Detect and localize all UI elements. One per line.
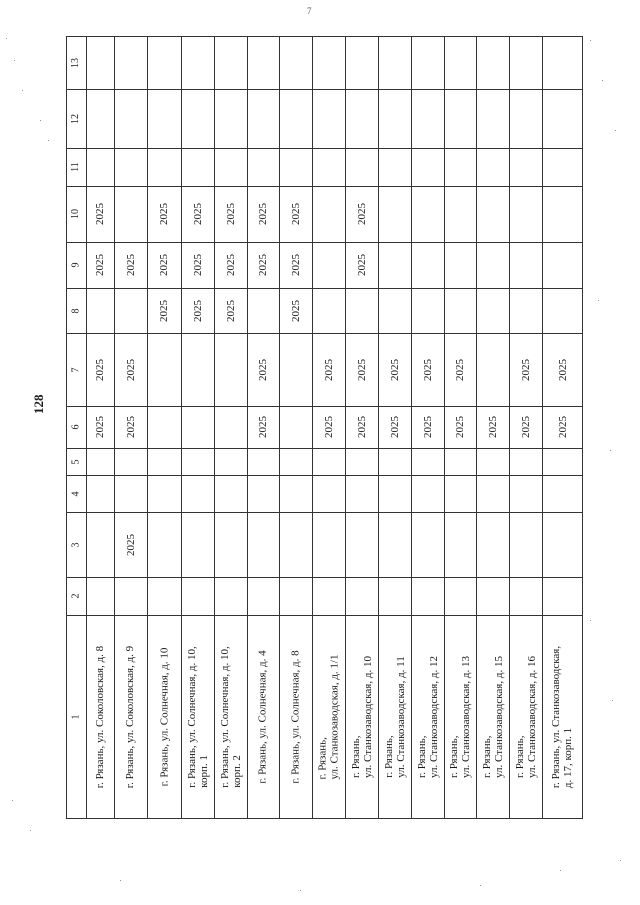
table-rule [66,186,583,187]
year-cell-text: 2025 [486,416,499,438]
year-cell [147,242,181,288]
header-cell-10 [66,186,86,242]
header-cell-10-text: 10 [70,209,81,219]
address-cell-text [350,656,374,778]
year-cell [181,242,214,288]
year-cell [147,186,181,242]
header-cell-4-text: 4 [70,491,81,496]
scan-noise [22,90,23,91]
year-cell [312,406,345,448]
scan-noise [610,450,611,451]
year-cell [542,406,583,448]
line: корп. 2 [230,755,243,788]
line: г. Рязань, [513,735,526,778]
line: г. Рязань, [349,735,362,778]
year-cell [444,333,476,406]
scan-noise [590,620,591,621]
address-cell [312,615,345,819]
year-cell-text: 2025 [94,203,106,225]
year-cell [86,242,114,288]
year-cell-text: 2025 [355,254,368,276]
line: ул. Станкозаводская, д. 11 [394,656,407,778]
year-cell-text: 2025 [158,299,170,322]
year-cell-text: 2025 [388,358,401,381]
year-cell-text: 2025 [124,358,137,381]
address-cell [542,615,583,819]
year-cell-text: 2025 [289,299,302,322]
year-cell-text: 2025 [519,358,532,381]
year-cell [279,186,312,242]
year-cell [509,333,542,406]
table-rule [66,577,583,578]
line: г. Рязань, [448,735,461,778]
scan-noise [480,885,481,886]
line: ул. Станкозаводская, д. 16 [525,656,538,778]
year-cell-text: 2025 [224,299,237,322]
year-cell-text: 2025 [289,203,302,225]
header-cell-9 [66,242,86,288]
scan-noise [620,860,621,861]
year-cell [214,242,247,288]
header-cell-12-text: 12 [70,113,81,124]
year-cell-text: 2025 [519,416,532,438]
year-cell [312,333,345,406]
header-cell-3-text: 3 [70,542,81,547]
year-cell [147,288,181,333]
page-mark: 7 [307,6,312,16]
address-cell [509,615,542,819]
address-cell [444,615,476,819]
line: г. Рязань, [382,735,395,778]
year-cell [378,333,411,406]
address-cell-text [481,656,505,778]
header-cell-2-text: 2 [70,593,81,599]
address-cell-text [416,656,440,778]
year-cell [542,333,583,406]
year-cell [345,186,378,242]
scan-noise [48,140,49,141]
scan-noise [12,800,13,801]
header-cell-7 [66,333,86,406]
table-rule [66,475,583,476]
scan-noise [560,870,561,871]
address-cell-text [257,650,269,783]
header-cell-13 [66,36,86,89]
year-cell [86,186,114,242]
scan-noise [598,300,599,301]
address-cell-text [514,656,538,778]
year-cell-text: 2025 [224,203,237,225]
year-cell [114,242,147,288]
table-rule [66,448,583,449]
address-cell [214,615,247,819]
line: ул. Станкозаводская, д. 12 [427,656,440,778]
line: г. Рязань, ул. Солнечная, д. 10 [158,647,170,787]
address-cell [345,615,378,819]
header-cell-5-text: 5 [70,459,81,464]
year-cell [444,406,476,448]
year-cell-text: 2025 [454,416,466,438]
header-cell-6-text: 6 [70,424,81,430]
year-cell [114,406,147,448]
year-cell-text: 2025 [191,203,204,225]
year-cell-text: 2025 [158,254,170,276]
year-cell-text: 2025 [191,254,204,276]
address-cell [279,615,312,819]
header-cell-6 [66,406,86,448]
year-cell-text: 2025 [322,416,335,438]
line: ул. Станкозаводская, д. 15 [492,656,505,778]
year-cell-text: 2025 [94,358,106,381]
table-rule [66,288,583,289]
year-cell [345,333,378,406]
year-cell [247,406,279,448]
line: г. Рязань, [415,735,428,778]
header-cell-13-text: 13 [70,57,81,68]
year-cell-text: 2025 [124,533,137,556]
schedule-table [66,36,583,819]
year-cell-text: 2025 [257,358,269,381]
scan-noise [612,700,613,701]
year-cell-text: 2025 [257,254,269,276]
line: г. Рязань, [316,737,329,780]
header-cell-11 [66,148,86,186]
year-cell [411,406,444,448]
address-cell-text [219,646,243,788]
scan-noise [30,830,31,831]
year-cell [181,186,214,242]
line: г. Рязань, ул. Солнечная, д. 8 [289,650,302,784]
address-cell [86,615,114,819]
year-cell-text: 2025 [94,254,106,276]
header-cell-1 [66,615,86,819]
year-cell-text: 2025 [224,254,237,276]
header-cell-9-text: 9 [70,262,81,268]
address-cell-text [448,656,472,778]
year-cell [114,333,147,406]
year-cell-text: 2025 [94,416,106,438]
year-cell-text: 2025 [454,358,466,381]
year-cell [247,242,279,288]
year-cell [181,288,214,333]
scan-noise [40,120,41,121]
line: г. Рязань, ул. Станкозаводская, [550,645,563,789]
header-cell-5 [66,448,86,475]
year-cell [279,288,312,333]
year-cell [86,406,114,448]
header-cell-4 [66,475,86,512]
scan-noise [602,80,603,81]
year-cell-text: 2025 [388,416,401,438]
address-cell [114,615,147,819]
line: корп. 1 [197,755,210,788]
line: ул. Станкозаводская, д. 10 [361,656,374,778]
year-cell [214,288,247,333]
address-cell [411,615,444,819]
year-cell-text: 2025 [421,416,434,438]
year-cell-text: 2025 [257,416,269,438]
year-cell [345,242,378,288]
line: г. Рязань, ул. Соколовская, д. 8 [94,645,106,789]
year-cell-text: 2025 [355,203,368,225]
year-cell-text: 2025 [257,203,269,225]
scan-noise [300,890,301,891]
address-cell-text [383,656,407,778]
scan-noise [590,40,591,41]
table-rule [66,36,583,37]
year-cell [279,242,312,288]
year-cell-text: 2025 [355,416,368,438]
year-cell [247,186,279,242]
year-cell [114,512,147,577]
address-cell-text [317,655,341,780]
header-cell-3 [66,512,86,577]
address-cell [476,615,509,819]
line: г. Рязань, ул. Солнечная, д. 10, [218,646,231,788]
address-cell-text [186,646,210,788]
year-cell-text: 2025 [158,203,170,225]
address-cell [378,615,411,819]
line: г. Рязань, ул. Соколовская, д. 9 [124,645,137,789]
address-cell-text [94,646,106,788]
header-cell-8-text: 8 [70,308,81,313]
address-cell [181,615,214,819]
year-cell-text: 2025 [322,358,335,381]
year-cell-text: 2025 [556,358,569,381]
year-cell [509,406,542,448]
address-cell [147,615,181,819]
line: г. Рязань, ул. Солнечная, д. 4 [257,650,269,784]
year-cell [214,186,247,242]
address-cell-text [158,648,170,787]
line: г. Рязань, ул. Солнечная, д. 10, [185,646,198,788]
year-cell-text: 2025 [421,358,434,381]
year-cell [411,333,444,406]
line: ул. Станкозаводская, д. 1/1 [328,654,341,780]
year-cell [247,333,279,406]
scan-noise [6,38,7,39]
address-cell-text [551,646,575,788]
year-cell [86,333,114,406]
header-cell-2 [66,577,86,615]
scan-noise [120,880,121,881]
year-cell [476,406,509,448]
table-rule [66,89,583,90]
address-cell-text [290,650,302,783]
header-cell-11-text: 11 [69,162,81,172]
year-cell-text: 2025 [355,358,368,381]
line: д. 17, корп. 1 [562,727,575,789]
year-cell-text: 2025 [191,299,204,322]
page-number: 128 [31,394,46,414]
header-cell-8 [66,288,86,333]
address-cell-text [125,646,137,788]
header-cell-12 [66,89,86,148]
year-cell-text: 2025 [124,254,137,276]
table-rule [66,148,583,149]
year-cell-text: 2025 [124,416,137,438]
year-cell [345,406,378,448]
scan-noise [615,130,616,131]
scan-noise [14,60,15,61]
header-cell-7-text: 7 [70,367,81,372]
year-cell-text: 2025 [556,416,569,438]
year-cell [378,406,411,448]
address-cell [247,615,279,819]
line: г. Рязань, [480,735,493,778]
year-cell-text: 2025 [289,254,302,276]
line: ул. Станкозаводская, д. 13 [460,656,473,778]
header-cell-1-text: 1 [70,714,81,720]
